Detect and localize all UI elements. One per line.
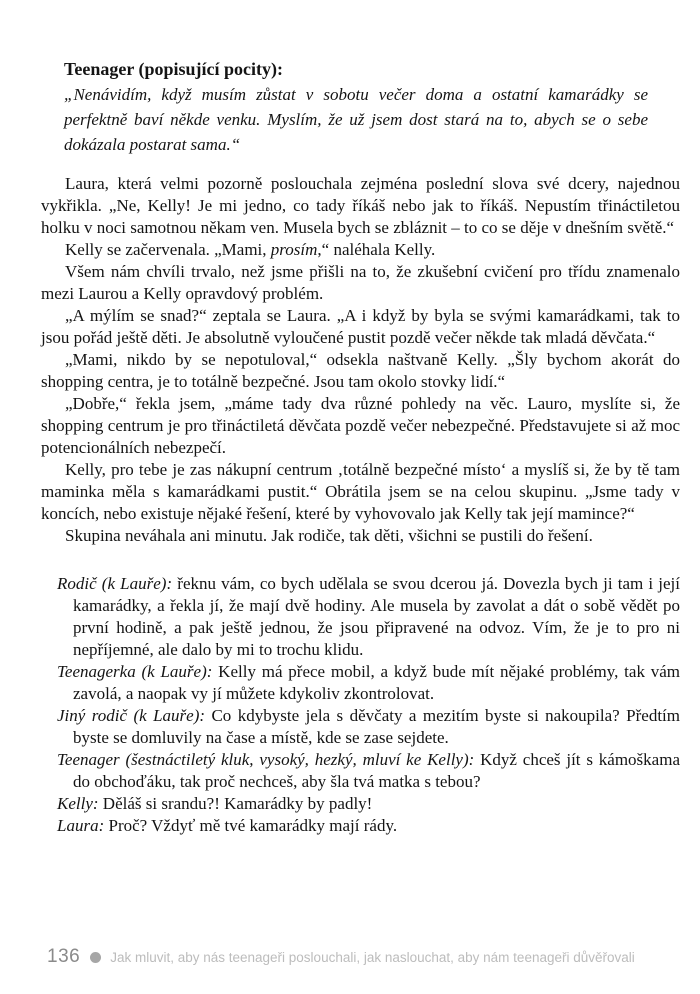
paragraph-kelly-blush: [41, 239, 680, 261]
dialogue-item-jiny-rodic: [41, 705, 680, 749]
dialogue-speaker: Rodič (k Lauře):: [57, 574, 173, 593]
dialogue-text: Proč? Vždyť mě tvé kamarádky mají rády.: [104, 816, 398, 835]
dialogue-list: [41, 573, 680, 837]
page-number: 136: [47, 946, 81, 967]
dialogue-item-kelly: [41, 793, 680, 815]
dialogue-text: Kelly má přece mobil, a když bude mít nějaké problémy, tak vám zavolá, a naopak vy jí můžete kdykoliv zkontrolovat.: [73, 662, 680, 703]
dialogue-text: Co kdybyste jela s děvčaty a mezitím byste si nakoupila? Předtím byste se domluvily na čase a místě, kde se zase sejdete.: [73, 706, 680, 747]
paragraph-group-start: Skupina neváhala ani minutu. Jak rodiče, tak děti, všichni se pustili do řešení.: [65, 526, 593, 545]
paragraph-laura-outburst: Laura, která velmi pozorně poslouchala zejména poslední slova své dcery, najednou vykřikla. „Ne, Kelly! Je mi jedno, co tady říkáš nebo jak to říkáš. Nepustím třináctiletou holku v noci samotnou někam ven. Musela bych se zbláznit – to co se děje v dnešním světě.“: [41, 174, 680, 237]
paragraph-part-italic: prosím: [270, 240, 318, 259]
paragraph-part: Kelly se začervenala. „Mami,: [65, 240, 271, 259]
paragraph-realization: Všem nám chvíli trvalo, než jsme přišli na to, že zkušební cvičení pro třídu znamenalo mezi Laurou a Kelly opravdový problém.: [41, 262, 680, 303]
dialogue-text: Děláš si srandu?! Kamarádky by padly!: [98, 794, 373, 813]
dialogue-speaker: Teenager (šestnáctiletý kluk, vysoký, hezký, mluví ke Kelly):: [57, 750, 475, 769]
dialogue-text: Když chceš jít s kámoškama do obchoďáku, tak proč nechceš, aby šla tvá matka s tebou?: [73, 750, 680, 791]
quote-heading: Teenager (popisující pocity):: [64, 59, 283, 79]
dialogue-speaker: Teenagerka (k Lauře):: [57, 662, 213, 681]
footer-bullet-icon: [90, 952, 101, 963]
paragraph-part: ,“ naléhala Kelly.: [317, 240, 436, 259]
dialogue-item-laura: [41, 815, 680, 837]
paragraph-narrator-dobre: „Dobře,“ řekla jsem, „máme tady dva různé pohledy na věc. Lauro, myslíte si, že shopping centrum je pro třináctiletá děvčata pozdě večer nebezpečné. Představujete si až moc potencionálních nebezpečí.: [41, 394, 680, 457]
dialogue-speaker: Laura:: [57, 816, 105, 835]
teenager-quote-block: [64, 57, 648, 157]
paragraph-laura-question: „A mýlím se snad?“ zeptala se Laura. „A i když by byla se svými kamarádkami, tak to jsou pořád ještě děti. Je absolutně vyloučené pustit pozdě večer někde tak mladá děvčata.“: [41, 306, 680, 347]
paragraph-narrator-kelly: Kelly, pro tebe je zas nákupní centrum ‚totálně bezpečné místo‘ a myslíš si, že by tě tam maminka měla s kamarádkami pustit.“ Obrátila jsem se na celou skupinu. „Jsme tady v koncích, nebo existuje nějaké řešení, které by vyhovovalo jak Kelly tak její mamince?“: [41, 460, 680, 523]
dialogue-text: řeknu vám, co bych udělala se svou dcerou já. Dovezla bych ji tam i její kamarádky, a řekla jí, že mají dvě hodiny. Ale musela by zavolat a dát o sobě vědět po první hodině, a pak ještě jednou, že jsou připravené na odvoz. Vím, že je to pro ni nepříjemné, ale dalo by mi to trochu klidu.: [73, 574, 680, 659]
dialogue-item-rodic: [41, 573, 680, 661]
dialogue-speaker: Kelly:: [57, 794, 99, 813]
dialogue-item-teenagerka: [41, 661, 680, 705]
dialogue-speaker: Jiný rodič (k Lauře):: [57, 706, 206, 725]
page-footer: [47, 946, 635, 968]
running-title: Jak mluvit, aby nás teenageři poslouchali, jak naslouchat, aby nám teenageři důvěřovali: [110, 949, 635, 965]
dialogue-item-teenager: [41, 749, 680, 793]
paragraph-kelly-retort: „Mami, nikdo by se nepotuloval,“ odsekla naštvaně Kelly. „Šly bychom akorát do shopping centra, je to totálně bezpečné. Jsou tam okolo stovky lidí.“: [41, 350, 680, 391]
quote-text: „Nenávidím, když musím zůstat v sobotu večer doma a ostatní kamarádky se perfektně baví někde venku. Myslím, že už jsem dost stará na to, abych se o sebe dokázala postarat sama.“: [64, 85, 648, 154]
body-text: [41, 173, 680, 547]
